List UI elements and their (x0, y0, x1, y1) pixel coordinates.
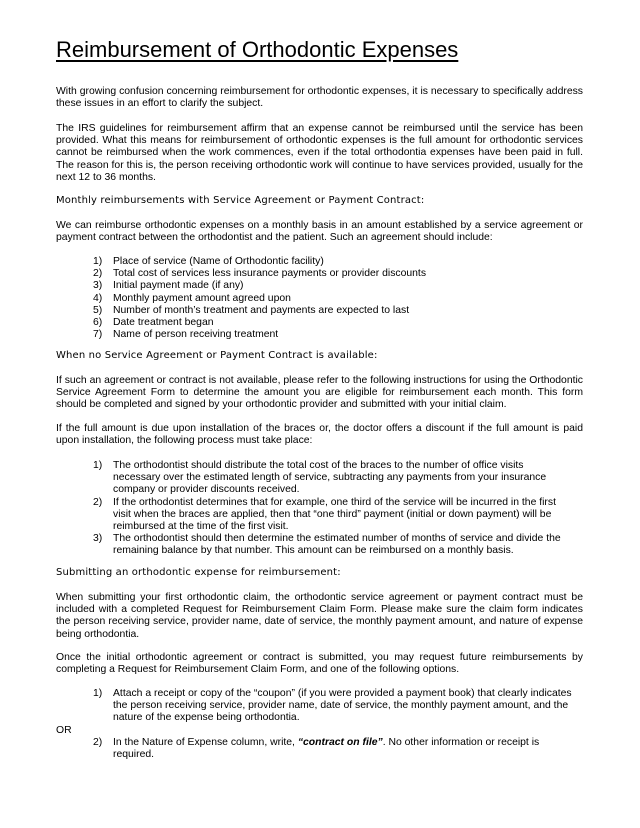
monthly-paragraph: We can reimburse orthodontic expenses on a monthly basis in an amount established by a service agreement or payment contract between the orthodontist and the patient. Such an agreement should include: (56, 220, 583, 244)
future-reimbursement-paragraph: Once the initial orthodontic agreement or contract is submitted, you may request future reimbursements by completing a Request for Reimbursement Claim Form, and one of the following options. (56, 652, 583, 676)
options-list (0, 688, 640, 725)
agreement-items-list (0, 256, 640, 341)
section-heading-monthly: Monthly reimbursements with Service Agreement or Payment Contract: (56, 195, 425, 206)
list-item: 1) Place of service (Name of Orthodontic facility) (93, 256, 324, 267)
no-agreement-paragraph: If such an agreement or contract is not available, please refer to the following instructions for using the Orthodontic Service Agreement Form to determine the amount you are eligible for reimbursement each month. This form should be completed and signed by your orthodontic provider and submitted with your initial claim. (56, 375, 583, 411)
full-amount-paragraph: If the full amount is due upon installation of the braces or, the doctor offers a discount if the full amount is paid upon installation, the following process must take place: (56, 423, 583, 447)
list-item: 1) The orthodontist should distribute the total cost of the braces to the number of office visits necessary over the estimated length of service, subtracting any payments from your insurance company or provider discounts received. (93, 460, 547, 496)
options-list-second (0, 737, 640, 761)
or-separator: OR (56, 725, 72, 736)
list-item: 2) Total cost of services less insurance payments or provider discounts (93, 268, 427, 280)
intro-paragraph: With growing confusion concerning reimbursement for orthodontic expenses, it is necessary to specifically address these issues in an effort to clarify the subject. (56, 86, 583, 110)
list-item: 2) In the Nature of Expense column, write, “contract on file”. No other information or receipt is required. (0, 737, 640, 761)
contract-on-file-text: “contract on file” (297, 737, 383, 748)
list-item: 2) If the orthodontist determines that for example, one third of the service will be incurred in the first visit when the braces are applied, then that “one third” payment (initial or down payment) will be reimbursed at the time of the first visit. (93, 496, 556, 533)
contract-on-file-option: In the Nature of Expense column, write, “contract on file”. No other information or receipt is required. (113, 737, 540, 761)
irs-paragraph: The IRS guidelines for reimbursement affirm that an expense cannot be reimbursed until the service has been provided. What this means for reimbursement of orthodontic expenses is the full amount for orthodontic services cannot be reimbursed when the work commences, even if the total orthodontia expenses have been paid in full. The reason for this is, the person receiving orthodontic work will continue to have services provided, usually for the next 12 to 36 months. (56, 123, 583, 183)
list-item: 7) Name of person receiving treatment (93, 329, 279, 341)
submitting-paragraph: When submitting your first orthodontic claim, the orthodontic service agreement or payment contract must be included with a completed Request for Reimbursement Claim Form. Please make sure the claim form indicates the person receiving service, provider name, date of service, the monthly payment amount, and nature of expense being orthodontia. (56, 592, 583, 640)
list-item: 5) Number of month’s treatment and payments are expected to last (93, 304, 410, 316)
process-steps-list (0, 460, 640, 558)
list-item: 4) Monthly payment amount agreed upon (93, 292, 291, 304)
list-item: 3) Initial payment made (if any) (93, 280, 244, 292)
list-item: 6) Date treatment began (93, 317, 214, 329)
section-heading-no-agreement: When no Service Agreement or Payment Contract is available: (56, 350, 378, 361)
list-item: 1) Attach a receipt or copy of the “coupon” (if you were provided a payment book) that clearly indicates the person receiving service, provider name, date of service, the monthly payment amount, and the nature of the expense being orthodontia. (93, 688, 572, 724)
section-heading-submitting: Submitting an orthodontic expense for reimbursement: (56, 567, 341, 578)
document-title: Reimbursement of Orthodontic Expenses (56, 37, 459, 62)
list-item: 3) The orthodontist should then determine the estimated number of months of service and divide the remaining balance by that number. This amount can be reimbursed on a monthly basis. (93, 533, 561, 557)
